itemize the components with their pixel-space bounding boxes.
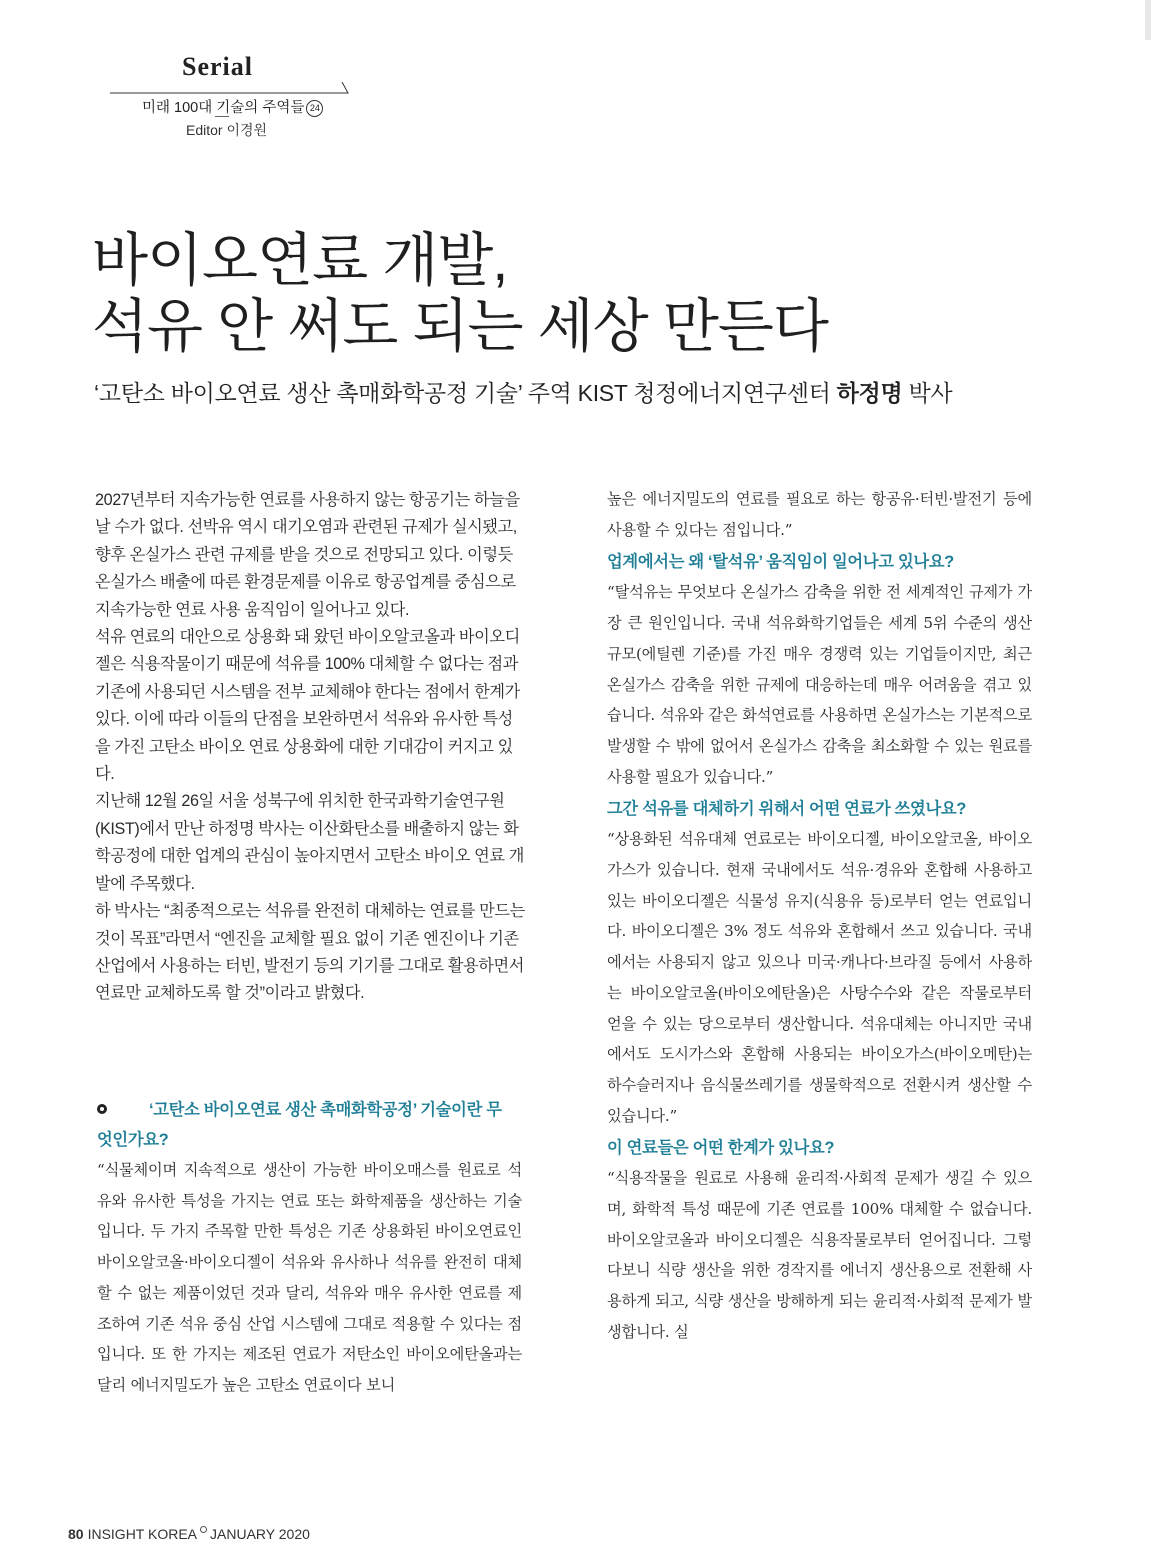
serial-title: Serial	[182, 52, 253, 81]
serial-subtitle-text: 미래 100대 기술의 주역들	[142, 100, 305, 116]
intro-paragraph: 하 박사는 “최종적으로는 석유를 완전히 대체하는 연료를 만드는 것이 목표”라면서 “엔진을 교체할 필요 없이 기존 엔진이나 기존 산업에서 사용하는 터빈, 발전기 등의 기기를 그대로 활용하면서 연료만 교체하도록 할 것”이라고 밝혔다.	[95, 902, 525, 1003]
question-heading: 그간 석유를 대체하기 위해서 어떤 연료가 쓰였나요?	[607, 800, 966, 819]
serial-underline	[110, 80, 360, 94]
interview-column-right	[607, 484, 1032, 1350]
page-footer	[68, 1526, 310, 1542]
question-text-line-2: 엇인가요?	[97, 1131, 169, 1149]
intro-paragraph: 석유 연료의 대안으로 상용화 돼 왔던 바이오알코올과 바이오디젤은 식용작물이기 때문에 석유를 100% 대체할 수 없다는 점과 기존에 사용되던 시스템을 전부 교체해야 한다는 점에서 한계가 있다. 이에 따라 이들의 단점을 보완하면서 석유와 유사한 특성을 가진 고탄소 바이오 연료 상용화에 대한 기대감이 커지고 있다.	[95, 628, 520, 784]
serial-number-badge: 24	[306, 100, 323, 117]
question-heading	[97, 1095, 522, 1155]
subhead-suffix: 박사	[902, 380, 953, 406]
answer-text: 높은 에너지밀도의 연료를 필요로 하는 항공유·터빈·발전기 등에 사용할 수 있다는 점입니다.”	[607, 490, 1032, 539]
answer-text: “식용작물을 원료로 사용해 윤리적·사회적 문제가 생길 수 있으며, 화학적 특성 때문에 기존 연료를 100% 대체할 수 없습니다. 바이오알코올과 바이오디젤은 식용작물로부터 얻어집니다. 그렇다보니 식량 생산을 위한 경작지를 에너지 생산용으로 전환해 사용하게 되고, 식량 생산을 방해하게 되는 윤리적·사회적 문제가 발생합니다. 실	[607, 1169, 1032, 1341]
separator-dot-icon	[200, 1526, 207, 1533]
serial-divider	[215, 116, 229, 117]
bullet-icon	[97, 1104, 107, 1114]
headline-line-1: 바이오연료 개발,	[92, 228, 508, 293]
question-heading: 이 연료들은 어떤 한계가 있나요?	[607, 1139, 835, 1158]
answer-text: “탈석유는 무엇보다 온실가스 감축을 위한 전 세계적인 규제가 가장 큰 원인입니다. 국내 석유화학기업들은 세계 5위 수준의 생산 규모(에틸렌 기준)를 가진 매우 경쟁력 있는 기업들이지만, 최근 온실가스 감축을 위한 규제에 대응하는데 매우 어려움을 겪고 있습니다. 석유와 같은 화석연료를 사용하면 온실가스는 기본적으로 발생할 수 밖에 없어서 온실가스 감축을 최소화할 수 있는 원료를 사용할 필요가 있습니다.”	[607, 583, 1032, 786]
serial-subtitle	[142, 96, 323, 117]
editor-credit: Editor 이경원	[186, 122, 268, 138]
issue-date: JANUARY 2020	[210, 1526, 310, 1542]
subhead-prefix: ‘고탄소 바이오연료 생산 촉매화학공정 기술’ 주역 KIST 청정에너지연구센터	[94, 380, 837, 406]
answer-text: “식물체이며 지속적으로 생산이 가능한 바이오매스를 원료로 석유와 유사한 특성을 가지는 연료 또는 화학제품을 생산하는 기술입니다. 두 가지 주목할 만한 특성은 기존 상용화된 바이오연료인 바이오알코올·바이오디젤이 석유와 유사하나 석유를 완전히 대체할 수 없는 제품이었던 것과 달리, 석유와 매우 유사한 연료를 제조하여 기존 석유 중심 산업 시스템에 그대로 적용할 수 있다는 점입니다. 또 한 가지는 제조된 연료가 저탄소인 바이오에탄올과는 달리 에너지밀도가 높은 고탄소 연료이다 보니	[97, 1161, 522, 1394]
intro-paragraph: 2027년부터 지속가능한 연료를 사용하지 않는 항공기는 하늘을 날 수가 없다. 선박유 역시 대기오염과 관련된 규제가 실시됐고, 향후 온실가스 관련 규제를 받을 것으로 전망되고 있다. 이렇듯 온실가스 배출에 따른 환경문제를 이유로 항공업계를 중심으로 지속가능한 연료 사용 움직임이 일어나고 있다.	[95, 491, 520, 619]
answer-text: “상용화된 석유대체 연료로는 바이오디젤, 바이오알코올, 바이오가스가 있습니다. 현재 국내에서도 석유·경유와 혼합해 사용하고 있는 바이오디젤은 식물성 유지(식용유 등)로부터 얻는 연료입니다. 바이오디젤은 3% 정도 석유와 혼합해서 쓰고 있습니다. 국내에서는 사용되지 않고 있으나 미국·캐나다·브라질 등에서 사용하는 바이오알코올(바이오에탄올)은 사탕수수와 같은 작물로부터 얻을 수 있는 당으로부터 생산합니다. 석유대체는 아니지만 국내에서도 도시가스와 혼합해 사용되는 바이오가스(바이오메탄)는 하수슬러지나 음식물쓰레기를 생물학적으로 전환시켜 생산할 수 있습니다.”	[607, 830, 1032, 1125]
page-number: 80	[68, 1526, 84, 1542]
article-subheading	[94, 375, 1094, 408]
magazine-name: INSIGHT KOREA	[87, 1526, 198, 1542]
question-heading: 업계에서는 왜 ‘탈석유’ 움직임이 일어나고 있나요?	[607, 553, 954, 572]
subhead-name: 하정명	[836, 380, 903, 406]
page-edge-tab	[1145, 0, 1151, 40]
headline-line-2: 석유 안 써도 되는 세상 만든다	[92, 294, 828, 359]
article-intro	[95, 487, 525, 1008]
question-text-line-1: ‘고탄소 바이오연료 생산 촉매화학공정’ 기술이란 무	[149, 1101, 502, 1119]
interview-column-left	[97, 1095, 522, 1403]
article-headline	[92, 228, 1052, 360]
intro-paragraph: 지난해 12월 26일 서울 성북구에 위치한 한국과학기술연구원(KIST)에서 만난 하정명 박사는 이산화탄소를 배출하지 않는 화학공정에 대한 업계의 관심이 높아지면서 고탄소 바이오 연료 개발에 주목했다.	[95, 792, 524, 893]
